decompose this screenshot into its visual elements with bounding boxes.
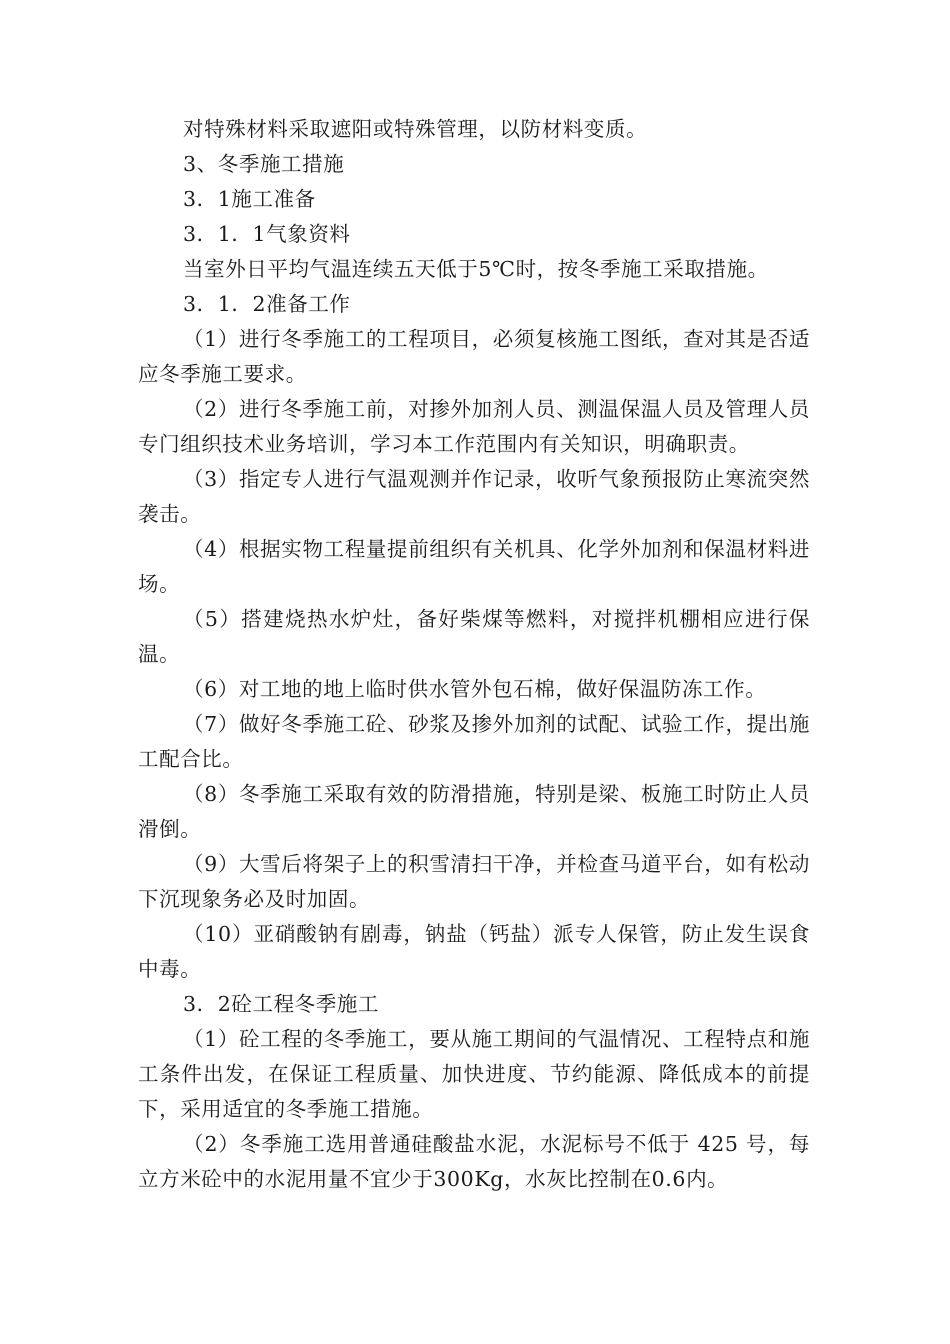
list-item-6: （6）对工地的地上临时供水管外包石棉，做好保温防冻工作。 [183, 677, 767, 701]
subsection-heading-weather-data: 3．1．1气象资料 [183, 222, 351, 246]
concrete-item-2: （2）冬季施工选用普通硅酸盐水泥，水泥标号不低于 425 号，每立方米砼中的水泥用量不宜少于300Kg，水灰比控制在0.6内。 [138, 1132, 810, 1191]
list-item-7: （7）做好冬季施工砼、砂浆及掺外加剂的试配、试验工作，提出施工配合比。 [138, 712, 810, 771]
list-item-4: （4）根据实物工程量提前组织有关机具、化学外加剂和保温材料进场。 [138, 537, 810, 596]
list-item-2: （2）进行冬季施工前，对掺外加剂人员、测温保温人员及管理人员专门组织技术业务培训，学习本工作范围内有关知识，明确职责。 [138, 397, 810, 456]
subsection-heading-prep-work: 3．1．2准备工作 [183, 292, 351, 316]
list-item-5: （5）搭建烧热水炉灶，备好柴煤等燃料，对搅拌机棚相应进行保温。 [138, 607, 810, 666]
list-item-1: （1）进行冬季施工的工程项目，必须复核施工图纸，查对其是否适应冬季施工要求。 [138, 327, 810, 386]
subsection-heading-concrete-winter: 3．2砼工程冬季施工 [183, 992, 380, 1016]
list-item-3: （3）指定专人进行气温观测并作记录，收听气象预报防止寒流突然袭击。 [138, 467, 810, 526]
paragraph-temperature-rule: 当室外日平均气温连续五天低于5℃时，按冬季施工采取措施。 [183, 257, 769, 281]
document-body [138, 112, 810, 1197]
list-item-10: （10）亚硝酸钠有剧毒，钠盐（钙盐）派专人保管，防止发生误食中毒。 [138, 922, 810, 981]
list-item-8: （8）冬季施工采取有效的防滑措施，特别是梁、板施工时防止人员滑倒。 [138, 782, 810, 841]
section-heading-winter-construction: 3、冬季施工措施 [183, 152, 345, 176]
subsection-heading-preparation: 3．1施工准备 [183, 187, 316, 211]
list-item-9: （9）大雪后将架子上的积雪清扫干净，并检查马道平台，如有松动下沉现象务必及时加固。 [138, 852, 810, 911]
paragraph-material-protection: 对特殊材料采取遮阳或特殊管理，以防材料变质。 [183, 117, 648, 141]
concrete-item-1: （1）砼工程的冬季施工，要从施工期间的气温情况、工程特点和施工条件出发，在保证工程质量、加快进度、节约能源、降低成本的前提下，采用适宜的冬季施工措施。 [138, 1027, 810, 1121]
